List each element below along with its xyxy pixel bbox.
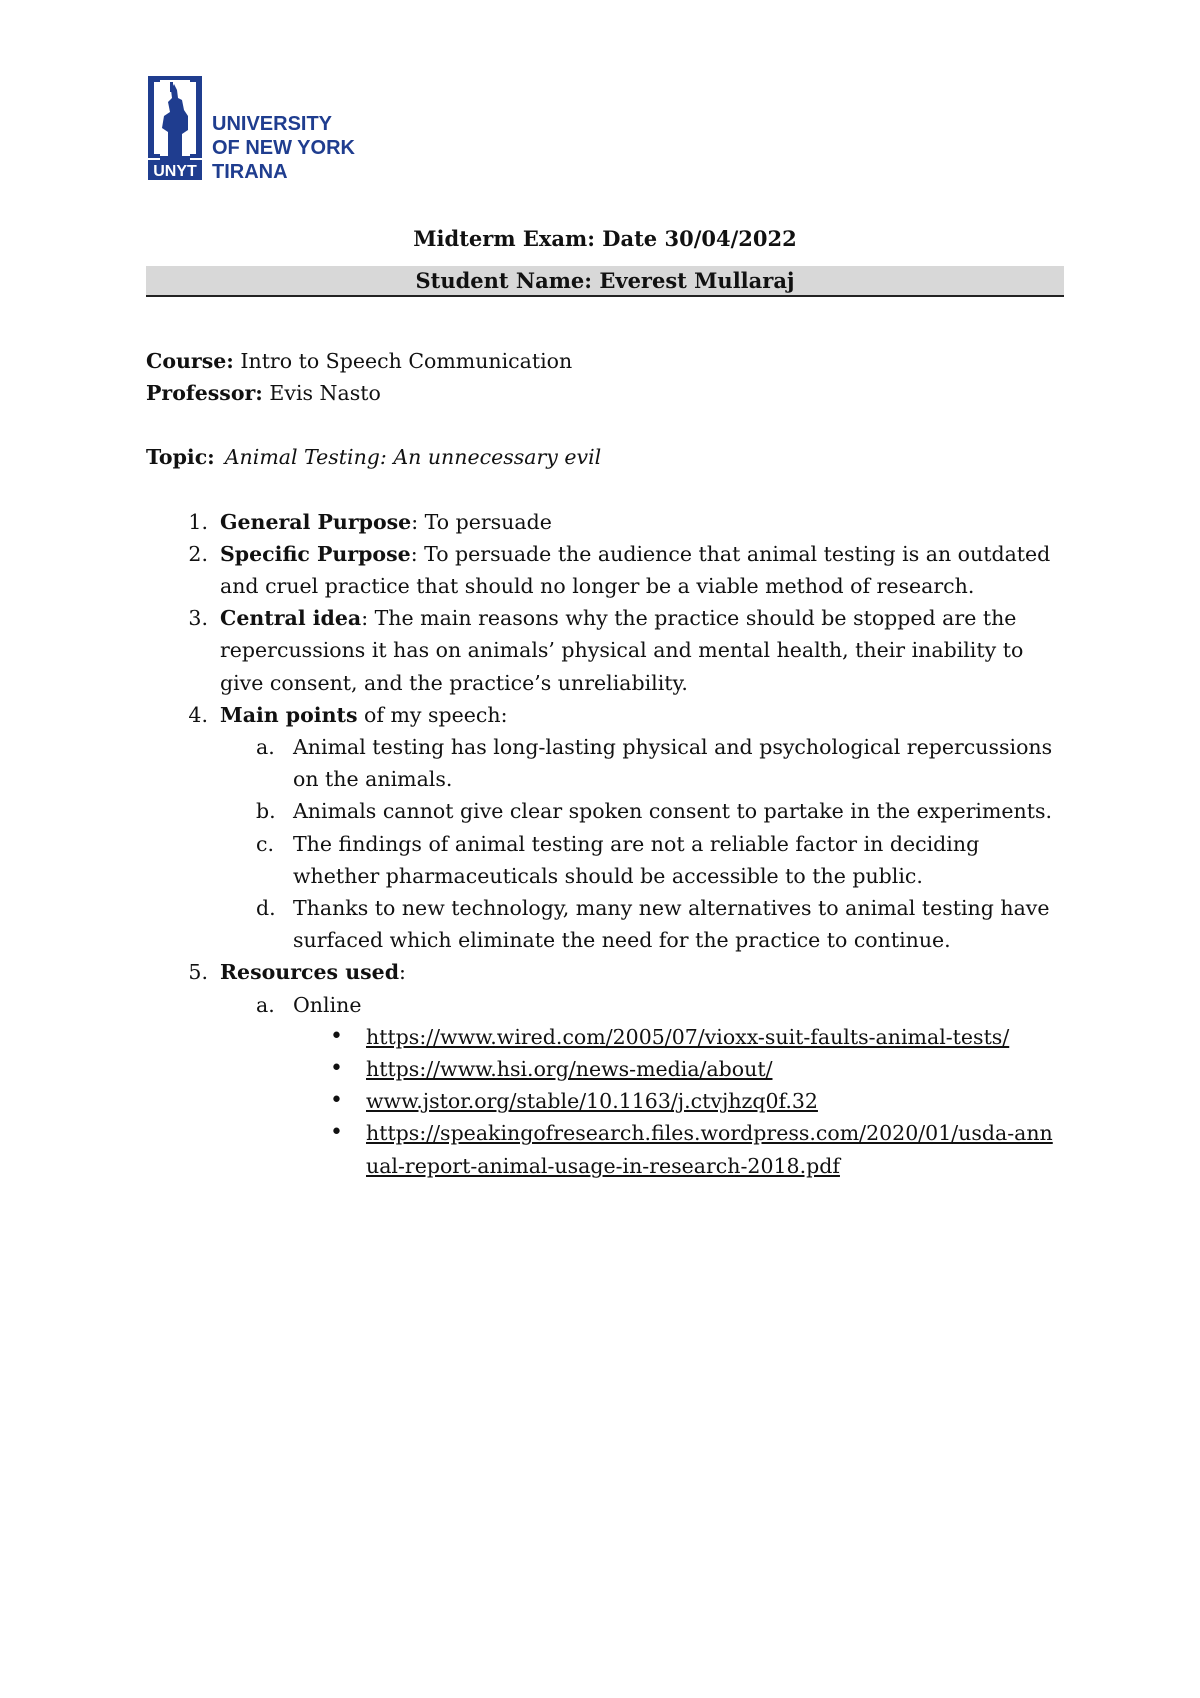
resource-link-jstor[interactable]: www.jstor.org/stable/10.1163/j.ctvjhzq0f.32: [366, 1089, 818, 1114]
outline-resources: [220, 956, 1064, 1181]
resource-link-item: [366, 1085, 1064, 1117]
specific-purpose-label: Specific Purpose: [220, 541, 411, 566]
specific-purpose-text: : To persuade the audience that animal testing is an outdated and cruel practice that should no longer be a viable method of research.: [220, 541, 1051, 599]
logo-line-new-york: OF NEW YORK: [212, 137, 355, 159]
exam-content: [146, 345, 1064, 1182]
topic-label: Topic:: [146, 445, 215, 470]
professor-line: [146, 377, 1064, 409]
professor-label: Professor:: [146, 381, 263, 406]
course-label: Course:: [146, 349, 234, 373]
central-idea-label: Central idea: [220, 606, 362, 631]
logo-line-tirana: TIRANA: [212, 161, 288, 180]
main-point-item: The findings of animal testing are not a reliable factor in deciding whether pharmaceuticals should be accessible to the public.: [293, 831, 980, 888]
topic-line: [146, 441, 1064, 473]
main-points-list: [220, 731, 1064, 956]
resources-list: [220, 989, 1064, 1182]
resource-links: [293, 1021, 1064, 1182]
main-points-label: Main points: [220, 702, 358, 727]
topic-value: Animal Testing: An unnecessary evil: [224, 445, 602, 470]
exam-title: Midterm Exam: Date 30/04/2022: [413, 226, 797, 251]
resource-link-item: [366, 1117, 1064, 1181]
general-purpose-label: General Purpose: [220, 509, 412, 534]
main-point-item: Thanks to new technology, many new alternatives to animal testing have surfaced which eliminate the need for the practice to continue.: [293, 896, 1050, 953]
logo-mark-text: UNYT: [153, 163, 197, 180]
central-idea-text: : The main reasons why the practice should be stopped are the repercussions it has on animals’ physical and mental health, their inability to give consent, and the practice’s unreliability.: [220, 606, 1024, 695]
main-points-text: of my speech:: [357, 702, 508, 727]
university-logo: [148, 76, 358, 180]
outline-main-points: [220, 699, 1064, 957]
logo-line-university: UNIVERSITY: [212, 113, 333, 135]
outline-central-idea: [220, 602, 1064, 699]
resources-text: :: [399, 960, 406, 985]
main-point-item: Animal testing has long-lasting physical and psychological repercussions on the animals.: [293, 735, 1053, 792]
resources-category-label: Online: [293, 992, 362, 1017]
general-purpose-text: : To persuade: [411, 509, 552, 534]
resource-link-wired[interactable]: https://www.wired.com/2005/07/vioxx-suit-faults-animal-tests/: [366, 1024, 1010, 1049]
speech-outline: [146, 506, 1064, 1182]
outline-general-purpose: [220, 506, 1064, 538]
resource-link-hsi[interactable]: https://www.hsi.org/news-media/about/: [366, 1057, 773, 1082]
course-value: Intro to Speech Communication: [240, 349, 573, 373]
student-name-bar: Student Name: Everest Mullaraj: [146, 266, 1064, 297]
resource-link-item: [366, 1021, 1064, 1053]
resource-link-item: [366, 1053, 1064, 1085]
professor-value: Evis Nasto: [269, 381, 381, 406]
resources-label: Resources used: [220, 960, 400, 985]
resources-category-online: [293, 989, 1064, 1182]
main-point-item: Animals cannot give clear spoken consent to partake in the experiments.: [293, 799, 1053, 824]
outline-specific-purpose: [220, 538, 1064, 602]
course-line: [146, 345, 1064, 377]
resource-link-speakingofresearch[interactable]: https://speakingofresearch.files.wordpress.com/2020/01/usda-annual-report-animal-usage-in-research-2018.pdf: [366, 1121, 1053, 1178]
